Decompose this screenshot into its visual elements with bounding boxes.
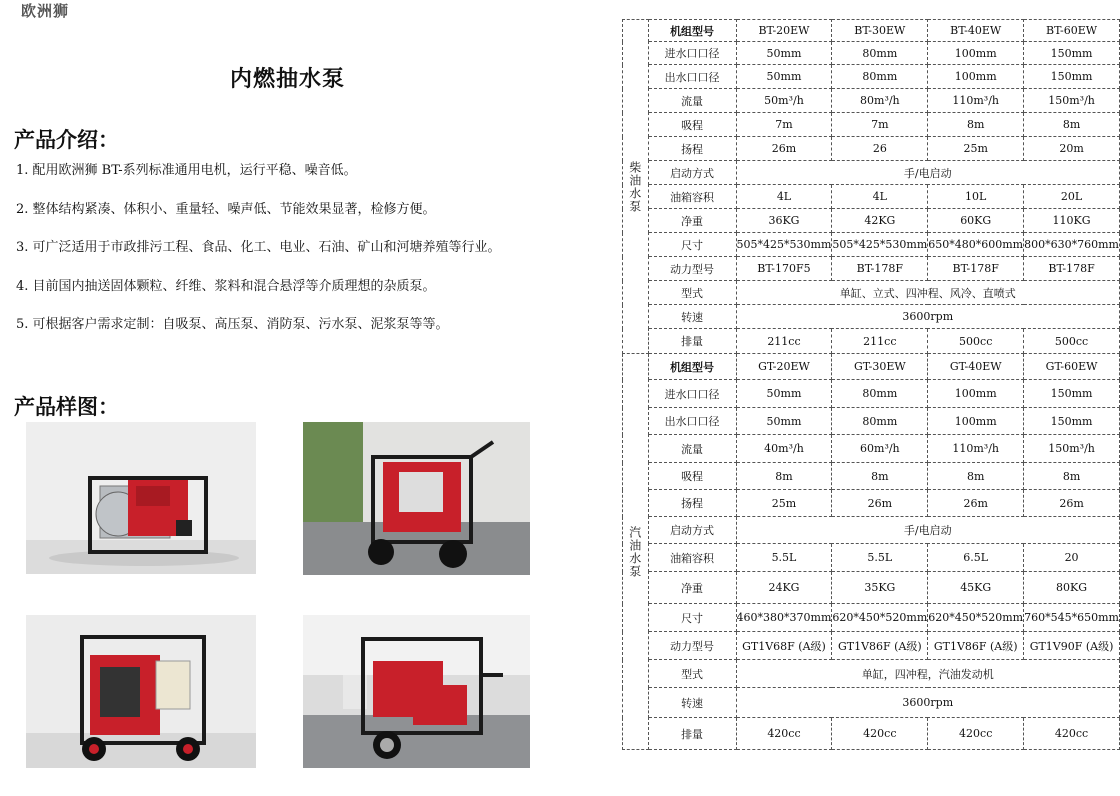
gasoline-spec-row bbox=[623, 572, 1120, 604]
spec-value-cell: 505*425*530mm bbox=[832, 233, 928, 257]
spec-row-label: 扬程 bbox=[648, 490, 736, 517]
gasoline-spec-row bbox=[623, 544, 1120, 572]
spec-row-label: 出水口口径 bbox=[648, 408, 736, 435]
spec-row-label: 流量 bbox=[648, 435, 736, 463]
spec-value-cell: 25m bbox=[736, 490, 832, 517]
spec-row-label: 尺寸 bbox=[648, 233, 736, 257]
spec-value-cell: 211cc bbox=[736, 329, 832, 354]
spec-value-cell: 100mm bbox=[928, 380, 1024, 408]
spec-value-cell: 150m³/h bbox=[1024, 89, 1120, 113]
spec-value-cell: BT-178F bbox=[928, 257, 1024, 281]
spec-value-cell: 150mm bbox=[1024, 380, 1120, 408]
spec-value-cell: 100mm bbox=[928, 408, 1024, 435]
diesel-spec-row bbox=[623, 113, 1120, 137]
diesel-spec-row bbox=[623, 42, 1120, 65]
spec-value-cell: 110m³/h bbox=[928, 435, 1024, 463]
samples-heading: 产品样图： bbox=[14, 394, 119, 419]
diesel-spec-row bbox=[623, 281, 1120, 305]
spec-row-label: 吸程 bbox=[648, 463, 736, 490]
spec-value-cell: GT1V86F (A级) bbox=[832, 632, 928, 660]
diesel-model-header: BT-40EW bbox=[928, 20, 1024, 42]
spec-merged-value: 3600rpm bbox=[736, 305, 1119, 329]
spec-value-cell: 20m bbox=[1024, 137, 1120, 161]
spec-value-cell: 8m bbox=[1024, 113, 1120, 137]
spec-row-label: 扬程 bbox=[648, 137, 736, 161]
diesel-model-header: BT-20EW bbox=[736, 20, 832, 42]
spec-value-cell: 110KG bbox=[1024, 209, 1120, 233]
spec-value-cell: 10L bbox=[928, 185, 1024, 209]
spec-value-cell: GT1V68F (A级) bbox=[736, 632, 832, 660]
spec-merged-value: 手/电启动 bbox=[736, 517, 1119, 544]
spec-row-label: 吸程 bbox=[648, 113, 736, 137]
diesel-pump-trolley-photo bbox=[303, 422, 530, 575]
spec-value-cell: 420cc bbox=[1024, 718, 1120, 750]
spec-value-cell: 80mm bbox=[832, 42, 928, 65]
gasoline-spec-row bbox=[623, 517, 1120, 544]
spec-row-label: 动力型号 bbox=[648, 632, 736, 660]
spec-merged-value: 单缸、立式、四冲程、风冷、直喷式 bbox=[736, 281, 1119, 305]
spec-value-cell: BT-178F bbox=[832, 257, 928, 281]
spec-value-cell: 80mm bbox=[832, 65, 928, 89]
gasoline-spec-row bbox=[623, 632, 1120, 660]
gasoline-model-header: GT-60EW bbox=[1024, 354, 1120, 380]
spec-value-cell: 7m bbox=[832, 113, 928, 137]
spec-row-label: 排量 bbox=[648, 329, 736, 354]
spec-value-cell: BT-178F bbox=[1024, 257, 1120, 281]
diesel-pump-wheeled-photo bbox=[26, 615, 256, 768]
diesel-spec-row bbox=[623, 65, 1120, 89]
gasoline-spec-row bbox=[623, 463, 1120, 490]
gasoline-pump-trolley-photo bbox=[303, 615, 530, 768]
gasoline-model-header: GT-20EW bbox=[736, 354, 832, 380]
spec-value-cell: 5.5L bbox=[832, 544, 928, 572]
spec-value-cell: 100mm bbox=[928, 65, 1024, 89]
spec-table bbox=[622, 19, 1120, 750]
gasoline-spec-row bbox=[623, 688, 1120, 718]
spec-value-cell: 80mm bbox=[832, 380, 928, 408]
spec-row-label: 型式 bbox=[648, 281, 736, 305]
intro-item: 5. 可根据客户需求定制：自吸泵、高压泵、消防泵、污水泵、泥浆泵等等。 bbox=[16, 317, 449, 332]
diesel-spec-row bbox=[623, 257, 1120, 281]
spec-value-cell: 505*425*530mm bbox=[736, 233, 832, 257]
spec-value-cell: 60KG bbox=[928, 209, 1024, 233]
spec-value-cell: 460*380*370mm bbox=[736, 604, 832, 632]
spec-value-cell: 760*545*650mm bbox=[1024, 604, 1120, 632]
spec-value-cell: 620*450*520mm bbox=[832, 604, 928, 632]
spec-row-label: 流量 bbox=[648, 89, 736, 113]
spec-value-cell: 420cc bbox=[736, 718, 832, 750]
spec-row-label: 启动方式 bbox=[648, 517, 736, 544]
gasoline-spec-row bbox=[623, 408, 1120, 435]
spec-row-label: 油箱容积 bbox=[648, 185, 736, 209]
spec-row-label: 进水口口径 bbox=[648, 380, 736, 408]
spec-value-cell: 50mm bbox=[736, 408, 832, 435]
diesel-model-header: BT-60EW bbox=[1024, 20, 1120, 42]
spec-value-cell: 26m bbox=[1024, 490, 1120, 517]
page-title: 内燃抽水泵 bbox=[230, 66, 346, 92]
intro-item: 3. 可广泛适用于市政排污工程、食品、化工、电业、石油、矿山和河塘养殖等行业。 bbox=[16, 240, 501, 255]
spec-value-cell: 500cc bbox=[928, 329, 1024, 354]
spec-value-cell: 80m³/h bbox=[832, 89, 928, 113]
diesel-pump-frame-photo bbox=[26, 422, 256, 574]
spec-value-cell: 5.5L bbox=[736, 544, 832, 572]
intro-item: 4. 目前国内抽送固体颗粒、纤维、浆料和混合悬浮等介质理想的杂质泵。 bbox=[16, 278, 436, 294]
intro-heading: 产品介绍： bbox=[14, 127, 119, 152]
spec-value-cell: 40m³/h bbox=[736, 435, 832, 463]
spec-value-cell: 8m bbox=[928, 113, 1024, 137]
spec-value-cell: 20 bbox=[1024, 544, 1120, 572]
spec-value-cell: 60m³/h bbox=[832, 435, 928, 463]
spec-value-cell: BT-170F5 bbox=[736, 257, 832, 281]
diesel-spec-row bbox=[623, 233, 1120, 257]
spec-row-label: 净重 bbox=[648, 209, 736, 233]
spec-value-cell: 500cc bbox=[1024, 329, 1120, 354]
spec-row-label: 油箱容积 bbox=[648, 544, 736, 572]
diesel-spec-row bbox=[623, 185, 1120, 209]
diesel-spec-row bbox=[623, 305, 1120, 329]
spec-value-cell: 8m bbox=[736, 463, 832, 490]
spec-row-label: 转速 bbox=[648, 305, 736, 329]
spec-row-label: 净重 bbox=[648, 572, 736, 604]
spec-value-cell: 50mm bbox=[736, 380, 832, 408]
spec-value-cell: 4L bbox=[736, 185, 832, 209]
spec-value-cell: 42KG bbox=[832, 209, 928, 233]
spec-value-cell: 7m bbox=[736, 113, 832, 137]
spec-value-cell: 4L bbox=[832, 185, 928, 209]
spec-value-cell: 26m bbox=[928, 490, 1024, 517]
spec-value-cell: 650*480*600mm bbox=[928, 233, 1024, 257]
diesel-spec-row bbox=[623, 329, 1120, 354]
spec-row-label: 转速 bbox=[648, 688, 736, 718]
spec-value-cell: 45KG bbox=[928, 572, 1024, 604]
spec-value-cell: 150mm bbox=[1024, 42, 1120, 65]
spec-row-label: 出水口口径 bbox=[648, 65, 736, 89]
spec-value-cell: 80mm bbox=[832, 408, 928, 435]
intro-item: 2. 整体结构紧凑、体积小、重量轻、噪声低、节能效果显著，检修方便。 bbox=[16, 201, 436, 217]
intro-item: 1. 配用欧洲狮 BT-系列标准通用电机，运行平稳、噪音低。 bbox=[16, 163, 357, 178]
diesel-spec-row bbox=[623, 89, 1120, 113]
gasoline-model-header: GT-40EW bbox=[928, 354, 1024, 380]
spec-value-cell: 420cc bbox=[832, 718, 928, 750]
gasoline-spec-row bbox=[623, 718, 1120, 750]
gasoline-category-label: 汽油水泵 bbox=[623, 354, 649, 750]
diesel-model-header: BT-30EW bbox=[832, 20, 928, 42]
spec-value-cell: GT1V90F (A级) bbox=[1024, 632, 1120, 660]
diesel-spec-row bbox=[623, 137, 1120, 161]
spec-merged-value: 3600rpm bbox=[736, 688, 1119, 718]
spec-value-cell: 26m bbox=[736, 137, 832, 161]
spec-value-cell: 8m bbox=[1024, 463, 1120, 490]
gasoline-model-header: GT-30EW bbox=[832, 354, 928, 380]
diesel-category-label: 柴油水泵 bbox=[623, 20, 649, 354]
spec-value-cell: 8m bbox=[832, 463, 928, 490]
spec-value-cell: 24KG bbox=[736, 572, 832, 604]
gasoline-header-label: 机组型号 bbox=[648, 354, 736, 380]
spec-value-cell: 150mm bbox=[1024, 65, 1120, 89]
intro-list bbox=[16, 160, 501, 353]
spec-row-label: 尺寸 bbox=[648, 604, 736, 632]
spec-value-cell: 150mm bbox=[1024, 408, 1120, 435]
spec-value-cell: 150m³/h bbox=[1024, 435, 1120, 463]
spec-value-cell: 26 bbox=[832, 137, 928, 161]
spec-row-label: 型式 bbox=[648, 660, 736, 688]
gasoline-spec-row bbox=[623, 380, 1120, 408]
spec-value-cell: 36KG bbox=[736, 209, 832, 233]
spec-value-cell: 50mm bbox=[736, 65, 832, 89]
spec-value-cell: 620*450*520mm bbox=[928, 604, 1024, 632]
spec-value-cell: 110m³/h bbox=[928, 89, 1024, 113]
spec-value-cell: 50mm bbox=[736, 42, 832, 65]
gasoline-spec-row bbox=[623, 435, 1120, 463]
spec-value-cell: 20L bbox=[1024, 185, 1120, 209]
diesel-header-label: 机组型号 bbox=[648, 20, 736, 42]
brand-logo: 欧洲狮 bbox=[21, 2, 70, 20]
spec-row-label: 排量 bbox=[648, 718, 736, 750]
spec-value-cell: 211cc bbox=[832, 329, 928, 354]
spec-value-cell: 35KG bbox=[832, 572, 928, 604]
gasoline-spec-row bbox=[623, 490, 1120, 517]
spec-merged-value: 手/电启动 bbox=[736, 161, 1119, 185]
spec-value-cell: 420cc bbox=[928, 718, 1024, 750]
spec-row-label: 进水口口径 bbox=[648, 42, 736, 65]
spec-value-cell: 80KG bbox=[1024, 572, 1120, 604]
gasoline-spec-row bbox=[623, 604, 1120, 632]
spec-value-cell: 8m bbox=[928, 463, 1024, 490]
spec-row-label: 动力型号 bbox=[648, 257, 736, 281]
spec-value-cell: 800*630*760mm bbox=[1024, 233, 1120, 257]
gasoline-spec-row bbox=[623, 660, 1120, 688]
spec-value-cell: 25m bbox=[928, 137, 1024, 161]
spec-value-cell: 6.5L bbox=[928, 544, 1024, 572]
diesel-spec-row bbox=[623, 161, 1120, 185]
spec-merged-value: 单缸，四冲程，汽油发动机 bbox=[736, 660, 1119, 688]
spec-value-cell: GT1V86F (A级) bbox=[928, 632, 1024, 660]
spec-row-label: 启动方式 bbox=[648, 161, 736, 185]
spec-value-cell: 50m³/h bbox=[736, 89, 832, 113]
spec-value-cell: 100mm bbox=[928, 42, 1024, 65]
spec-value-cell: 26m bbox=[832, 490, 928, 517]
diesel-spec-row bbox=[623, 209, 1120, 233]
